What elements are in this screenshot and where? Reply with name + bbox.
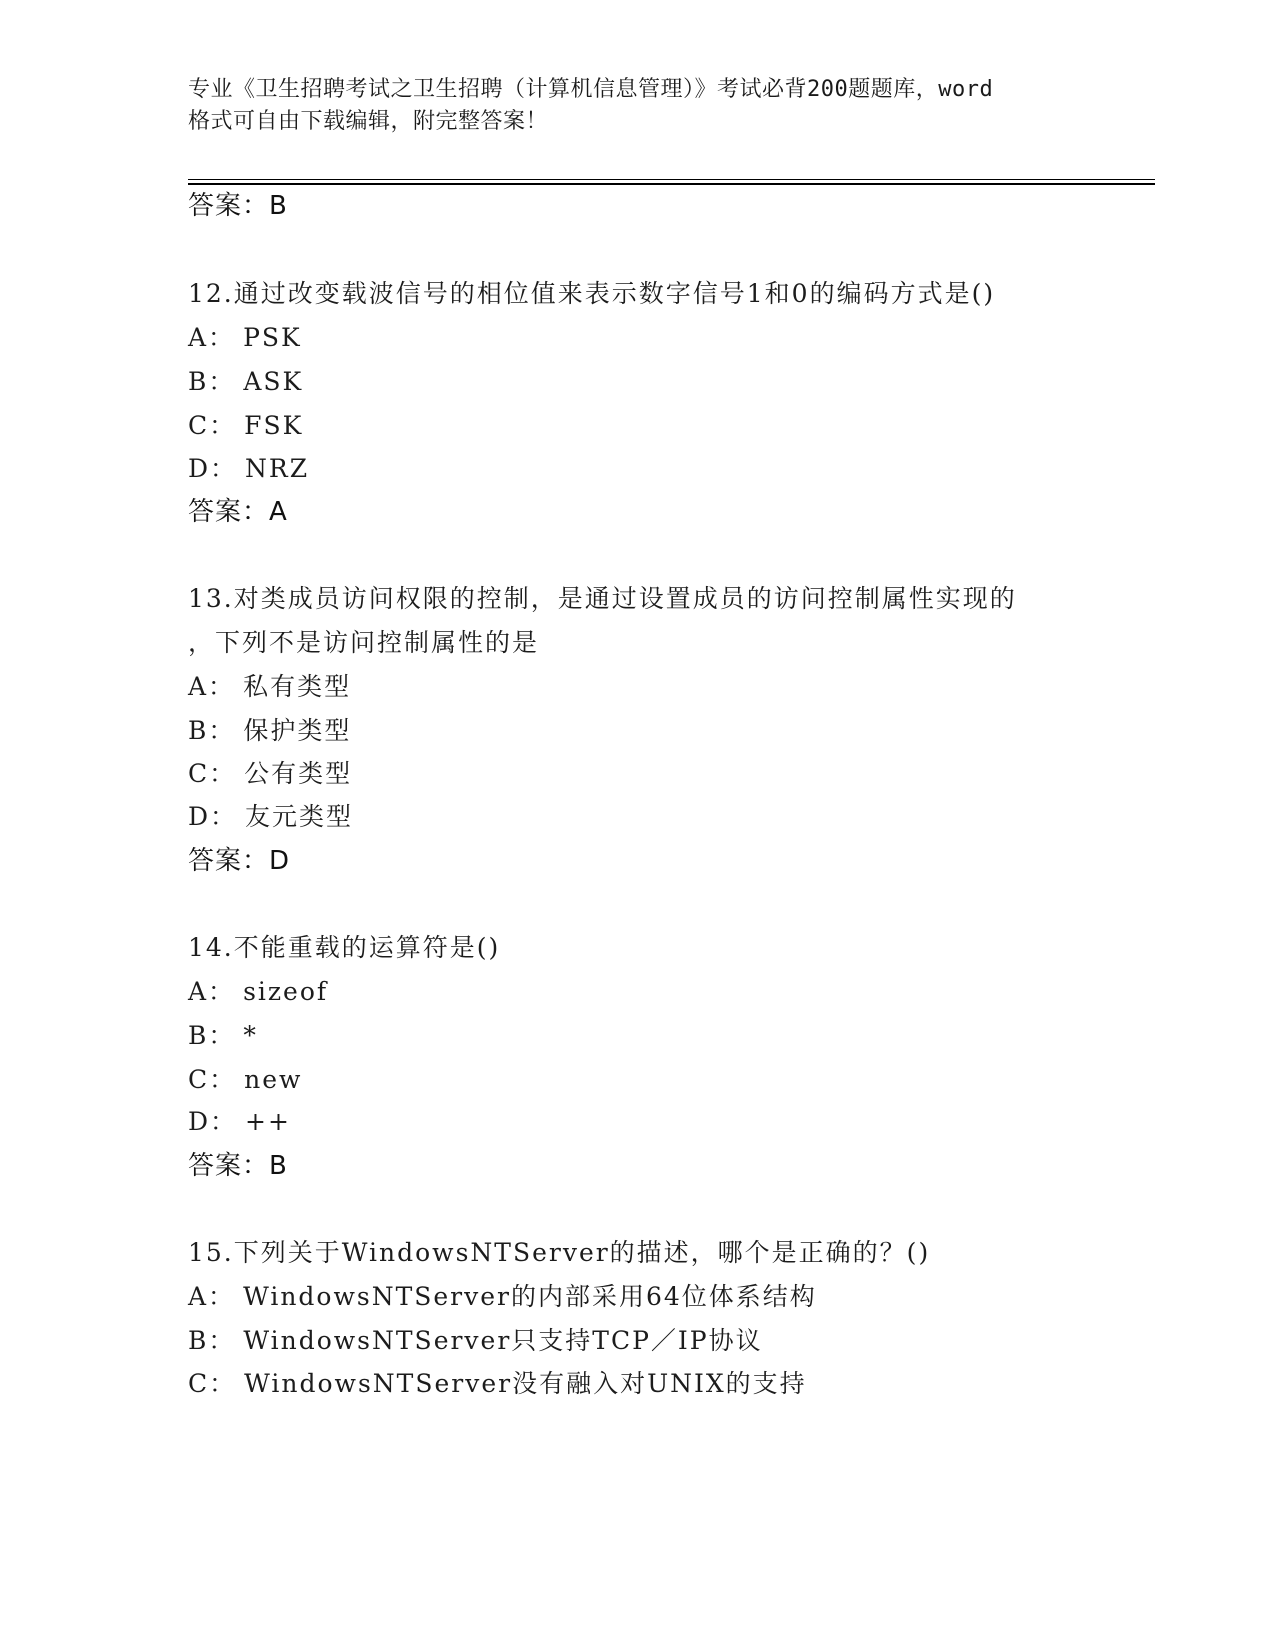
question-13-option-b: [188, 711, 351, 747]
option-label: C：: [188, 1369, 237, 1398]
question-12-answer: 答案：A: [188, 497, 288, 527]
question-13-option-c: [188, 754, 352, 790]
question-12-stem: 12.通过改变载波信号的相位值来表示数字信号1和0的编码方式是(): [188, 279, 996, 308]
option-label: D：: [188, 454, 238, 483]
option-text: FSK: [244, 411, 304, 440]
option-label: D：: [188, 1107, 238, 1136]
option-text: *: [243, 1021, 258, 1050]
header-line-1: 专业《卫生招聘考试之卫生招聘（计算机信息管理）》考试必背200题题库，word: [188, 77, 994, 102]
option-text: NRZ: [245, 454, 310, 483]
option-label: C：: [188, 411, 237, 440]
option-text: PSK: [243, 323, 302, 352]
option-text: sizeof: [243, 977, 329, 1006]
option-label: B：: [188, 716, 236, 745]
question-12-option-d: [188, 449, 309, 485]
question-14-option-b: [188, 1016, 258, 1052]
option-text: 友元类型: [245, 802, 354, 831]
question-14-option-c: [188, 1060, 302, 1096]
option-label: C：: [188, 759, 237, 788]
option-text: 私有类型: [243, 672, 352, 701]
option-label: A：: [188, 1282, 236, 1311]
question-12-option-a: [188, 318, 302, 354]
question-15-option-c: [188, 1364, 807, 1400]
option-label: D：: [188, 802, 238, 831]
header-rule-thin: [188, 179, 1155, 180]
option-text: WindowsNTServer没有融入对UNIX的支持: [244, 1369, 807, 1398]
option-label: A：: [188, 323, 236, 352]
option-text: ++: [245, 1107, 291, 1136]
question-15-option-a: [188, 1277, 817, 1313]
option-text: 公有类型: [244, 759, 353, 788]
question-12-option-b: [188, 362, 303, 398]
option-label: B：: [188, 1326, 236, 1355]
option-label: A：: [188, 977, 236, 1006]
question-13-option-d: [188, 797, 353, 833]
header-line-2: 格式可自由下载编辑，附完整答案！: [188, 109, 549, 134]
document-header: [188, 74, 1088, 138]
option-text: new: [244, 1065, 303, 1094]
header-rule-thick: [188, 183, 1155, 185]
question-13-option-a: [188, 667, 351, 703]
option-label: C：: [188, 1065, 237, 1094]
question-13-stem-line-1: 13.对类成员访问权限的控制，是通过设置成员的访问控制属性实现的: [188, 584, 1017, 613]
option-text: ASK: [243, 367, 304, 396]
question-14-stem: 14.不能重载的运算符是(): [188, 933, 501, 962]
question-15-stem: 15.下列关于WindowsNTServer的描述，哪个是正确的？(): [188, 1238, 931, 1267]
option-text: WindowsNTServer的内部采用64位体系结构: [243, 1282, 817, 1311]
question-15-option-b: [188, 1321, 763, 1357]
previous-answer: 答案：B: [188, 191, 288, 221]
question-14-option-d: [188, 1102, 291, 1138]
question-13-answer: 答案：D: [188, 846, 291, 876]
option-text: WindowsNTServer只支持TCP／IP协议: [243, 1326, 763, 1355]
option-text: 保护类型: [243, 716, 352, 745]
question-12-option-c: [188, 406, 303, 442]
option-label: B：: [188, 1021, 236, 1050]
option-label: B：: [188, 367, 236, 396]
question-14-option-a: [188, 972, 328, 1008]
question-13-stem-line-2: ，下列不是访问控制属性的是: [188, 628, 540, 657]
question-14-answer: 答案：B: [188, 1151, 288, 1181]
option-label: A：: [188, 672, 236, 701]
